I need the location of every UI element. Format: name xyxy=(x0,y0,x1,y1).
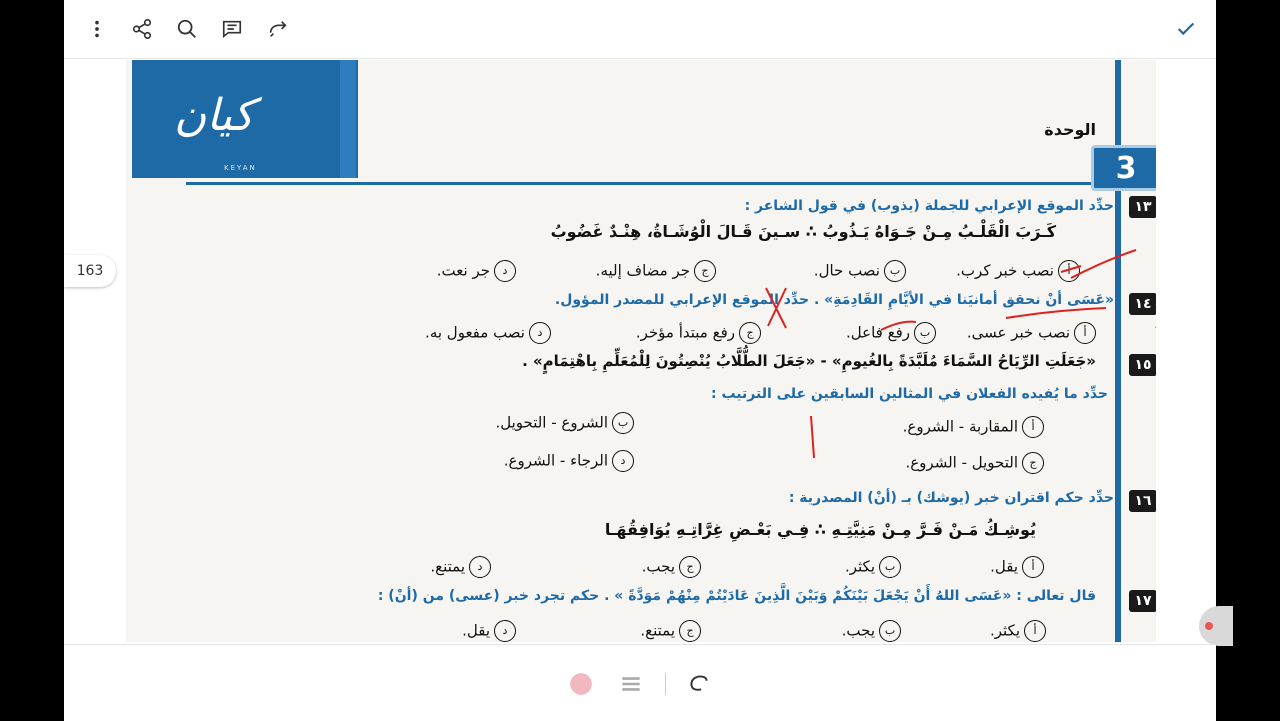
logo-subtitle: KEYAN xyxy=(224,164,257,172)
pen-icon[interactable] xyxy=(686,671,712,697)
check-icon[interactable] xyxy=(1170,13,1202,45)
option-letter: ج xyxy=(694,260,716,282)
toolbar-divider xyxy=(665,673,666,695)
bottom-toolbar xyxy=(64,644,1216,721)
question-verse: يُوشِـكُ مَـنْ فَـرَّ مِـنْ مَنِيَّتِـهِ ∴ فِـي بَعْـضِ غِرَّاتِـهِ يُوَافِقُهَـا xyxy=(604,520,1036,539)
app-window xyxy=(64,0,1216,720)
option-text: يكثر. xyxy=(844,557,875,576)
option-text: المقاربة - الشروع. xyxy=(902,417,1018,436)
option-letter: ج xyxy=(679,620,701,642)
option-text: يمتنع. xyxy=(640,621,675,640)
option-text: التحويل - الشروع. xyxy=(905,453,1018,472)
option-text: الشروع - التحويل. xyxy=(495,413,608,432)
option-text: الرجاء - الشروع. xyxy=(503,451,608,470)
search-icon[interactable] xyxy=(171,13,203,45)
option-letter: أ xyxy=(1022,416,1044,438)
option-letter: د xyxy=(494,260,516,282)
page-number-badge: 163 xyxy=(64,255,116,287)
question-subprompt: حدِّد ما يُفيده الفعلان في المثالين السابقين على الترتيب : xyxy=(711,386,1108,402)
option-text: رفع فاعل. xyxy=(846,323,910,342)
question-verse: كَـرَبَ الْقَلْـبُ مِـنْ جَـوَاهُ يَـذُوبُ ∴ سـينَ قَـالَ الْوُشَـاةُ، هِنْـدٌ غَضُوبُ xyxy=(550,222,1056,241)
option-letter: أ xyxy=(1074,322,1096,344)
option-letter: د xyxy=(494,620,516,642)
option-letter: أ xyxy=(1024,620,1046,642)
question-prompt: «جَعَلَتِ الرِّيَاحُ السَّمَاءَ مُلَبَّدَةً بِالغُيومِ» - «جَعَلَ الطُّلَّابُ يُنْصِتُونَ لِلْمُعَلِّمِ بِاهْتِمَامٍ» . xyxy=(522,352,1096,370)
option-letter: ج xyxy=(679,556,701,578)
question-number: ١٤ xyxy=(1129,293,1156,315)
more-vertical-icon[interactable] xyxy=(81,13,113,45)
document-page[interactable] xyxy=(126,60,1156,642)
top-toolbar xyxy=(64,0,1216,59)
unit-label: الوحدة xyxy=(1044,120,1096,139)
color-dot-icon[interactable] xyxy=(568,671,594,697)
option-letter: أ xyxy=(1058,260,1080,282)
option-letter: ب xyxy=(914,322,936,344)
hamburger-icon[interactable] xyxy=(618,671,644,697)
option-text: رفع مبتدأ مؤخر. xyxy=(635,323,735,342)
question-number: ١٦ xyxy=(1129,490,1156,512)
question-prompt: قال تعالى : «عَسَى اللهُ أَنْ يَجْعَلَ بَيْنَكُمْ وَبَيْنَ الَّذِينَ عَادَيْتُمْ مِنْهُمْ مَوَدَّةً » . حكم تجرد خبر (عسى) من (أنْ) : xyxy=(377,588,1096,604)
option-letter: ب xyxy=(612,412,634,434)
question-prompt: «عَسَى أنْ نحقق أمانيَنا في الأيَّامِ القَادِمَةِ» . حدِّد الموقع الإعرابي للمصدر المؤول. xyxy=(554,292,1114,308)
unit-number-box: 3 xyxy=(1091,145,1156,191)
option-text: نصب خبر عسى. xyxy=(966,323,1070,342)
floating-record-button[interactable] xyxy=(1199,606,1233,646)
option-text: يقل. xyxy=(462,621,490,640)
question-prompt: حدِّد حكم اقتران خبر (يوشك) بـ (أنْ) المصدرية : xyxy=(788,490,1114,506)
share-icon[interactable] xyxy=(126,13,158,45)
option-letter: د xyxy=(469,556,491,578)
option-text: يكثر. xyxy=(989,621,1020,640)
option-letter: ج xyxy=(739,322,761,344)
option-text: نصب مفعول به. xyxy=(425,323,525,342)
option-letter: ب xyxy=(879,620,901,642)
pen-annotations xyxy=(126,60,1156,642)
question-number: ١٧ xyxy=(1129,590,1156,612)
option-text: نصب خبر كرب. xyxy=(956,261,1054,280)
comment-edit-icon[interactable] xyxy=(216,13,248,45)
option-letter: د xyxy=(612,450,634,472)
redo-icon[interactable] xyxy=(262,13,294,45)
logo-text: كيان xyxy=(174,90,254,141)
option-text: يجب. xyxy=(841,621,875,640)
option-text: جر مضاف إليه. xyxy=(595,261,690,280)
option-letter: أ xyxy=(1022,556,1044,578)
option-letter: ب xyxy=(879,556,901,578)
option-text: نصب حال. xyxy=(813,261,880,280)
question-number: ١٥ xyxy=(1129,354,1156,376)
record-dot-icon xyxy=(1205,622,1213,630)
option-text: جر نعت. xyxy=(436,261,490,280)
option-text: يمتنع. xyxy=(430,557,465,576)
option-text: يقل. xyxy=(990,557,1018,576)
option-letter: د xyxy=(529,322,551,344)
option-letter: ج xyxy=(1022,452,1044,474)
question-prompt: حدِّد الموقع الإعرابي للجملة (يذوب) في قول الشاعر : xyxy=(744,198,1114,214)
question-number: ١٣ xyxy=(1129,196,1156,218)
option-text: يجب. xyxy=(641,557,675,576)
option-letter: ب xyxy=(884,260,906,282)
